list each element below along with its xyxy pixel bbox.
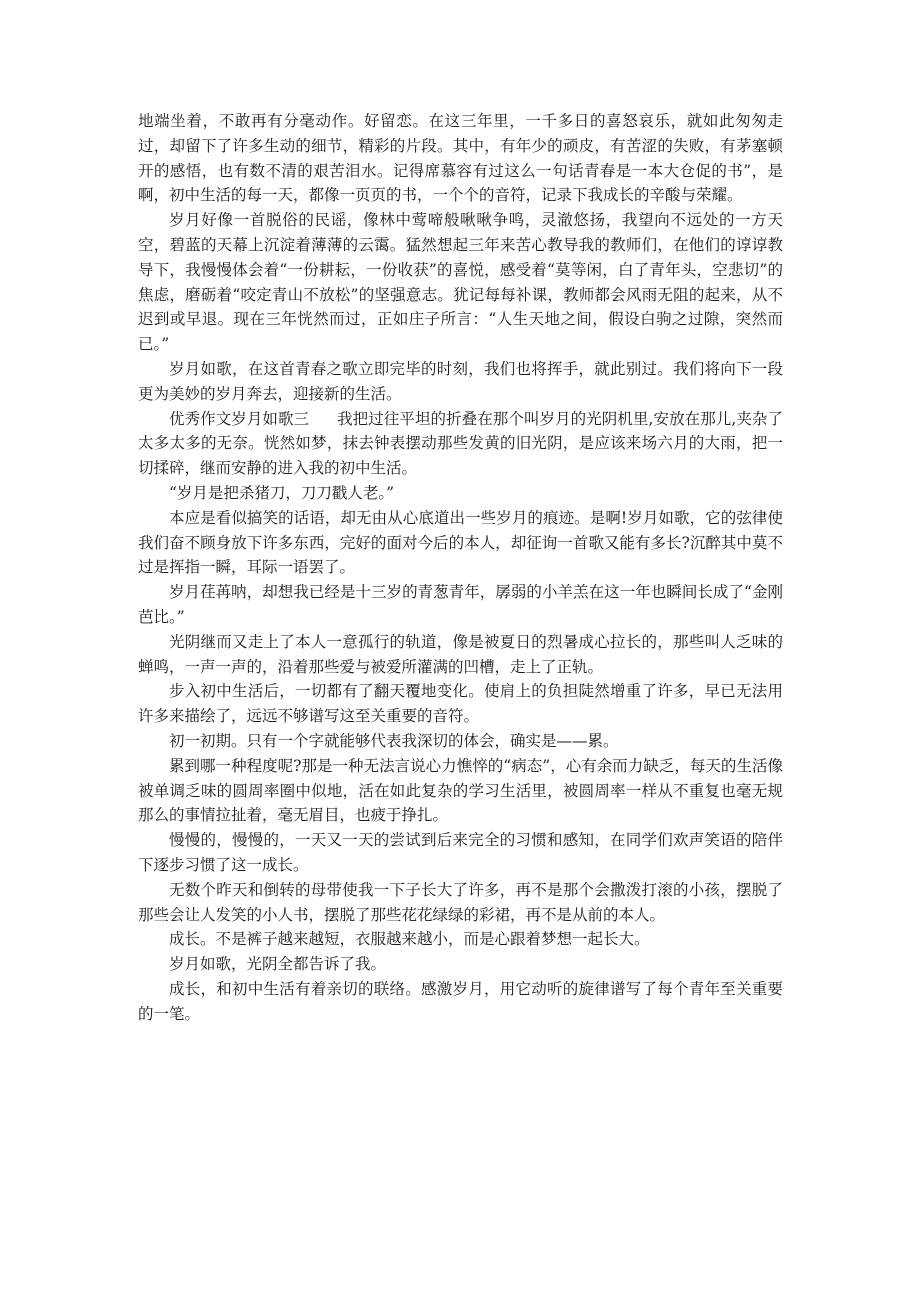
- paragraph-12: 慢慢的，慢慢的，一天又一天的尝试到后来完全的习惯和感知，在同学们欢声笑语的陪伴下逐步习惯了这一成长。: [138, 831, 783, 874]
- paragraph-15: 岁月如歌，光阴全都告诉了我。: [169, 955, 387, 974]
- paragraph-5: “岁月是把杀猪刀，刀刀戳人老。”: [169, 483, 395, 502]
- paragraph-6: 本应是看似搞笑的话语，却无由从心底道出一些岁月的痕迹。是啊!岁月如歌，它的弦律使我们奋不顾身放下许多东西，完好的面对今后的本人，却征询一首歌又能有多长?沉醉其中莫不过是挥指一瞬，耳际一语罢了。: [138, 508, 783, 577]
- paragraph-16: 成长，和初中生活有着亲切的联络。感激岁月，用它动听的旋律谱写了每个青年至关重要的一笔。: [138, 979, 783, 1023]
- paragraph-8: 光阴继而又走上了本人一意孤行的轨道，像是被夏日的烈暑成心拉长的，那些叫人乏味的蝉鸣，一声一声的，沿着那些爱与被爱所灌满的凹槽，走上了正轨。: [138, 632, 783, 676]
- paragraph-14: 成长。不是裤子越来越短，衣服越来越小，而是心跟着梦想一起长大。: [169, 930, 650, 949]
- paragraph-9: 步入初中生活后，一切都有了翻天覆地变化。使肩上的负担陡然增重了许多，早已无法用许多来描绘了，远远不够谱写这至关重要的音符。: [138, 682, 783, 726]
- document-body: [138, 109, 783, 1026]
- paragraph-7: 岁月荏苒呐，却想我已经是十三岁的青葱青年，孱弱的小羊羔在这一年也瞬间长成了“金刚芭比。”: [138, 583, 783, 626]
- paragraph-4: [138, 407, 783, 481]
- section-title: 优秀作文岁月如歌三: [169, 409, 310, 428]
- paragraph-10: 初一初期。只有一个字就能够代表我深切的体会，确实是——累。: [169, 731, 619, 750]
- paragraph-1: 地端坐着，不敢再有分毫动作。好留恋。在这三年里，一千多日的喜怒哀乐，就如此匆匆走过，却留下了许多生动的细节，精彩的片段。其中，有年少的顽皮，有苦涩的失败，有茅塞顿开的感悟，也有数不清的艰苦泪水。记得席慕容有过这么一句话青春是一本大仓促的书”，是啊，初中生活的每一天，都像一页页的书，一个个的音符，记录下我成长的辛酸与荣耀。: [138, 112, 783, 205]
- paragraph-2: 岁月好像一首脱俗的民谣，像林中莺啼般啾啾争鸣，灵澈悠扬，我望向不远处的一方天空，碧蓝的天幕上沉淀着薄薄的云霭。猛然想起三年来苦心教导我的教师们，在他们的谆谆教导下，我慢慢体会着“一份耕耘，一份收获”的喜悦，感受着“莫等闲，白了青年头，空悲切”的焦虑，磨砺着“咬定青山不放松”的坚强意志。犹记每每补课，教师都会风雨无阻的起来，从不迟到或早退。现在三年恍然而过，正如庄子所言：“人生天地之间，假设白驹之过隙，突然而已。”: [138, 211, 783, 354]
- paragraph-11: 累到哪一种程度呢?那是一种无法言说心力憔悴的“病态”，心有余而力缺乏，每天的生活像被单调乏味的圆周率圈中似地，活在如此复杂的学习生活里，被圆周率一样从不重复也毫无规那么的事情拉扯着，毫无眉目，也疲于挣扎。: [138, 756, 783, 825]
- paragraph-13: 无数个昨天和倒转的母带使我一下子长大了许多，再不是那个会撒泼打滚的小孩，摆脱了那些会让人发笑的小人书，摆脱了那些花花绿绿的彩裙，再不是从前的本人。: [138, 880, 783, 924]
- paragraph-3: 岁月如歌，在这首青春之歌立即完毕的时刻，我们也将挥手，就此别过。我们将向下一段更为美妙的岁月奔去，迎接新的生活。: [138, 359, 783, 403]
- paragraph-4-text: 我把过往平坦的折叠在那个叫岁月的光阴机里,安放在那儿,夹杂了太多太多的无奈。恍然如梦，抹去钟表摆动那些发黄的旧光阴，是应该来场六月的大雨，把一切揉碎，继而安静的进入我的初中生活。: [138, 409, 783, 478]
